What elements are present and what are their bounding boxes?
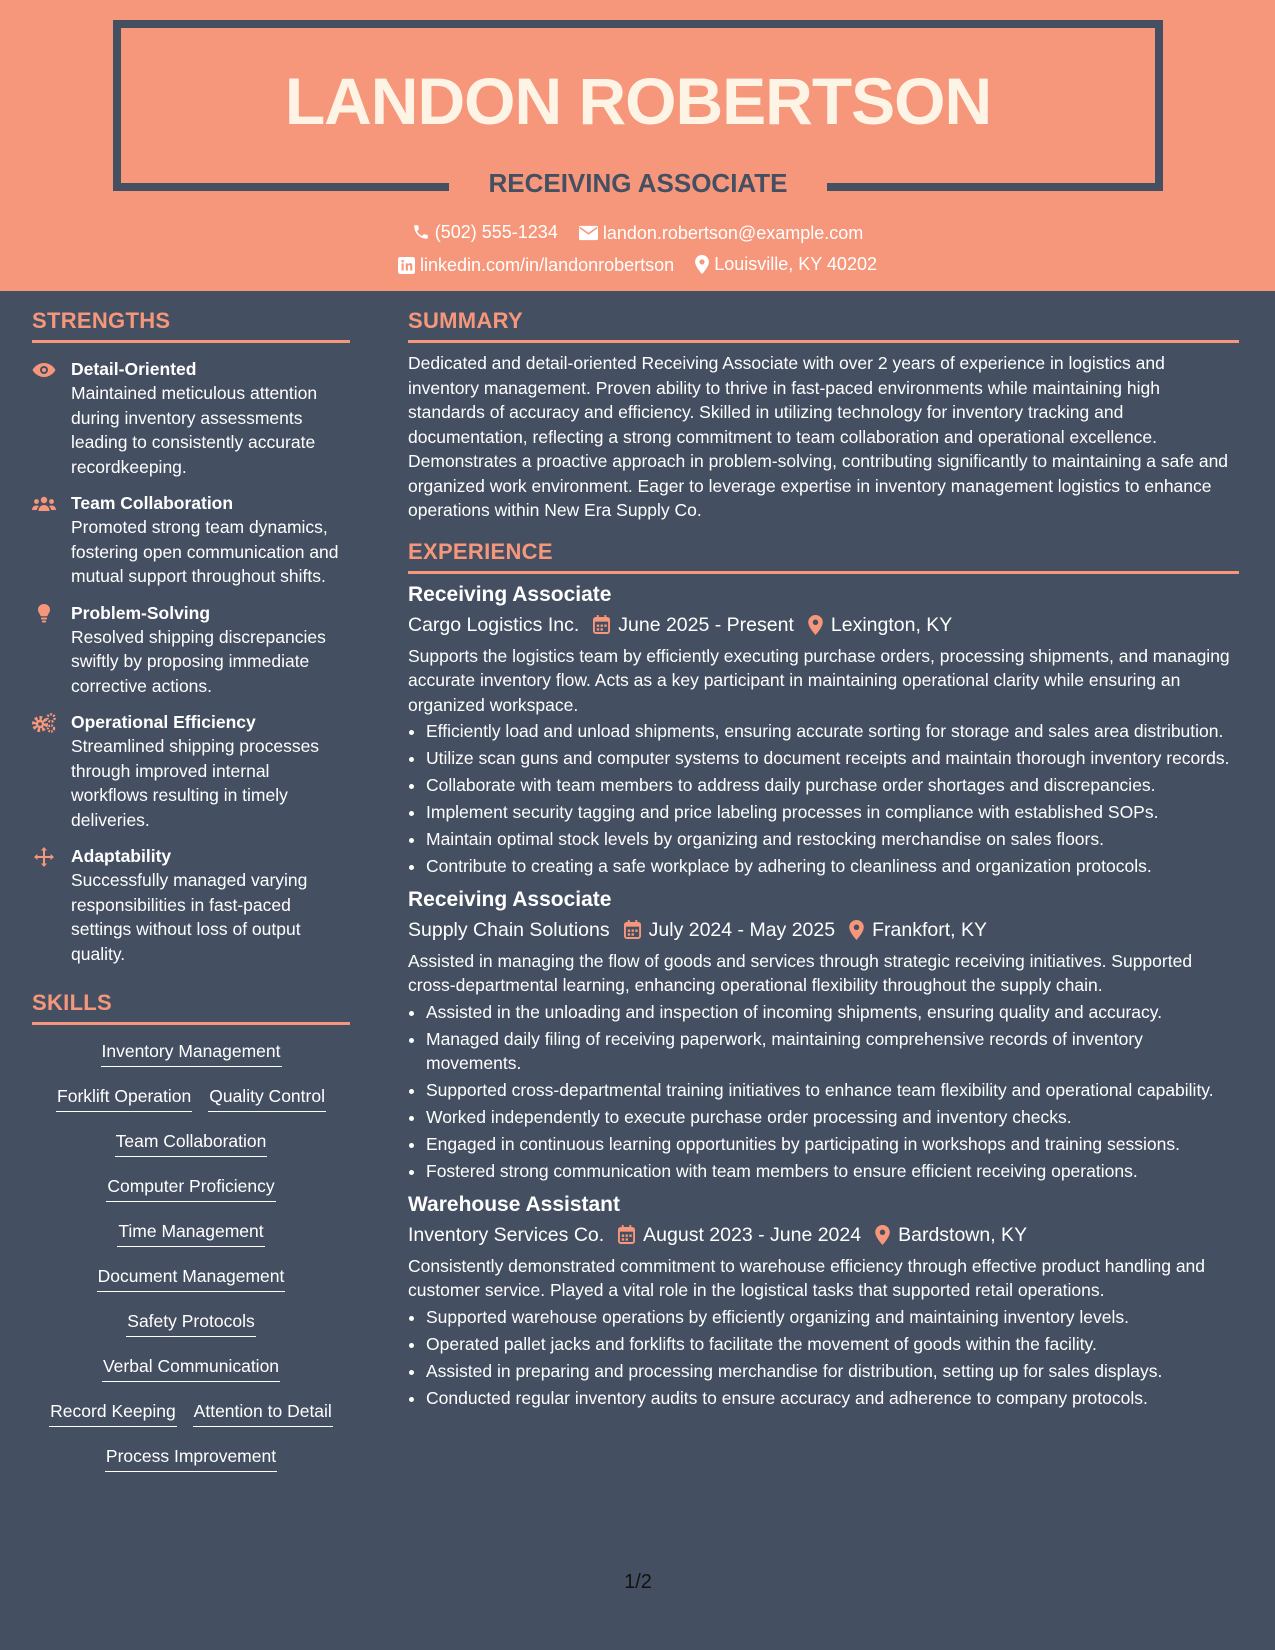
- skill-tag: Attention to Detail: [193, 1399, 333, 1427]
- lightbulb-icon: [32, 604, 56, 624]
- strength-title: Problem-Solving: [71, 602, 211, 623]
- strength-item: [32, 491, 350, 589]
- linkedin-contact[interactable]: [398, 253, 674, 277]
- job-role: Receiving Associate: [408, 887, 612, 911]
- job-bullet: • Maintain optimal stock levels by organizing and restocking merchandise on sales floors.: [426, 827, 1239, 852]
- skill-tag: Process Improvement: [105, 1444, 277, 1472]
- job-bullet: • Managed daily filing of receiving paperwork, maintaining comprehensive records of inventory movements.: [426, 1027, 1239, 1076]
- strength-title: Adaptability: [71, 846, 172, 866]
- right-column: [408, 291, 1239, 1413]
- location-contact: [695, 252, 877, 276]
- skill-tag: Computer Proficiency: [106, 1174, 275, 1202]
- skill-tag: Time Management: [117, 1219, 264, 1247]
- strength-desc: Successfully managed varying responsibilities in fast-paced settings without loss of output quality.: [71, 870, 308, 964]
- skill-tag: Document Management: [97, 1264, 286, 1292]
- strength-desc: Maintained meticulous attention during inventory assessments leading to consistently accurate recordkeeping.: [71, 383, 318, 477]
- job-bullet: • Assisted in the unloading and inspection of incoming shipments, ensuring quality and accuracy.: [426, 1000, 1239, 1025]
- map-pin-icon: [849, 920, 864, 940]
- experience-heading: EXPERIENCE: [408, 539, 1239, 574]
- job-entry: [408, 885, 1239, 1184]
- job-title: RECEIVING ASSOCIATE: [488, 168, 788, 198]
- strength-desc: Streamlined shipping processes through improved internal workflows resulting in timely deliveries.: [71, 736, 320, 830]
- skill-tag: Forklift Operation: [56, 1084, 192, 1112]
- map-pin-icon: [695, 255, 709, 274]
- strength-desc: Promoted strong team dynamics, fostering open communication and mutual support throughout shifts.: [71, 517, 339, 586]
- skill-tag: Safety Protocols: [126, 1309, 255, 1337]
- header: [0, 0, 1275, 291]
- strength-item: [32, 710, 350, 832]
- location-text: Louisville, KY 40202: [714, 254, 877, 274]
- summary-text: Dedicated and detail-oriented Receiving Associate with over 2 years of experience in logistics and inventory management. Proven ability to thrive in fast-paced environments while maintaining high standards of accuracy and efficiency. Skilled in utilizing technology for inventory tracking and documentation, reflecting a strong commitment to team collaboration and operational excellence. Demonstrates a proactive approach in problem-solving, contributing significantly to maintaining a safe and organized work environment. Eager to leverage expertise in inventory management logistics to enhance operations within New Era Supply Co.: [408, 353, 1229, 520]
- job-role: Warehouse Assistant: [408, 1192, 620, 1216]
- job-bullet: • Supported cross-departmental training initiatives to enhance team flexibility and operational capability.: [426, 1078, 1239, 1103]
- contact-row-1: [0, 220, 1275, 247]
- calendar-icon: [618, 1225, 635, 1244]
- job-role: Receiving Associate: [408, 582, 612, 606]
- job-bullet: • Utilize scan guns and computer systems to document receipts and maintain thorough inventory records.: [426, 746, 1239, 771]
- summary-heading: SUMMARY: [408, 308, 1239, 343]
- strength-title: Operational Efficiency: [71, 712, 256, 732]
- job-meta: [408, 1220, 1239, 1250]
- linkedin-text[interactable]: linkedin.com/in/landonrobertson: [420, 255, 675, 275]
- company-name: Inventory Services Co.: [408, 1223, 605, 1246]
- company-name: Cargo Logistics Inc.: [408, 613, 580, 636]
- job-meta: [408, 610, 1239, 640]
- job-bullet: • Collaborate with team members to address daily purchase order shortages and discrepancies.: [426, 773, 1239, 798]
- linkedin-icon: [398, 257, 415, 274]
- strength-title: Detail-Oriented: [71, 359, 197, 379]
- strength-item: [32, 357, 350, 479]
- envelope-icon: [579, 225, 598, 241]
- strengths-heading: STRENGTHS: [32, 308, 350, 343]
- phone-text: (502) 555-1234: [434, 222, 558, 242]
- job-bullets: [408, 1305, 1239, 1411]
- strength-desc: Resolved shipping discrepancies swiftly by proposing immediate corrective actions.: [71, 626, 326, 696]
- map-pin-icon: [875, 1225, 890, 1245]
- email-text[interactable]: landon.robertson@example.com: [602, 223, 864, 243]
- users-icon: [32, 494, 56, 514]
- map-pin-icon: [808, 615, 823, 635]
- job-bullet: • Contribute to creating a safe workplace by adhering to cleanliness and organization protocols.: [426, 854, 1239, 879]
- job-bullets: [408, 1000, 1239, 1184]
- skill-tag: Inventory Management: [101, 1039, 282, 1067]
- calendar-icon: [624, 920, 641, 939]
- job-bullet: • Efficiently load and unload shipments, ensuring accurate sorting for storage and sales area distribution.: [426, 719, 1239, 744]
- skills-list: [32, 1039, 350, 1489]
- job-bullet: • Implement security tagging and price labeling processes in compliance with established SOPs.: [426, 800, 1239, 825]
- strength-item: [32, 844, 350, 966]
- job-bullet: • Worked independently to execute purchase order processing and inventory checks.: [426, 1105, 1239, 1130]
- skill-tag: Verbal Communication: [102, 1354, 280, 1382]
- job-bullet: • Supported warehouse operations by efficiently organizing and maintaining inventory levels.: [426, 1305, 1239, 1330]
- job-location: Frankfort, KY: [872, 918, 987, 941]
- job-dates: August 2023 - June 2024: [643, 1223, 862, 1246]
- job-bullet: • Operated pallet jacks and forklifts to facilitate the movement of goods within the facility.: [426, 1332, 1239, 1357]
- eye-icon: [32, 360, 56, 380]
- gears-icon: [32, 713, 56, 733]
- job-description: Supports the logistics team by efficiently executing purchase orders, processing shipments, and managing accurate inventory flow. Acts as a key participant in maintaining operational clarity while ensuring an organized workspace.: [408, 645, 1230, 715]
- job-dates: July 2024 - May 2025: [648, 918, 836, 941]
- strength-item: [32, 601, 350, 699]
- skill-tag: Team Collaboration: [115, 1129, 268, 1157]
- job-bullet: • Engaged in continuous learning opportunities by participating in workshops and training sessions.: [426, 1132, 1239, 1157]
- company-name: Supply Chain Solutions: [408, 918, 610, 941]
- job-location: Lexington, KY: [830, 613, 953, 636]
- skill-tag: Record Keeping: [49, 1399, 177, 1427]
- job-bullet: • Assisted in preparing and processing merchandise for distribution, setting up for sales displays.: [426, 1359, 1239, 1384]
- job-bullets: [408, 719, 1239, 879]
- job-bullet: • Fostered strong communication with team members to ensure efficient receiving operations.: [426, 1159, 1239, 1184]
- job-entry: [408, 1190, 1239, 1411]
- phone-contact: [412, 220, 558, 244]
- job-meta: [408, 915, 1239, 945]
- skills-heading: SKILLS: [32, 990, 350, 1025]
- skill-tag: Quality Control: [208, 1084, 326, 1112]
- left-column: [32, 291, 350, 1489]
- job-description: Assisted in managing the flow of goods and services through strategic receiving initiatives. Supported cross-departmental learning, enhancing operational flexibility throughout the supply chain.: [408, 950, 1193, 995]
- job-bullet: • Conducted regular inventory audits to ensure accuracy and adherence to company protocols.: [426, 1386, 1239, 1411]
- calendar-icon: [593, 615, 610, 634]
- email-contact[interactable]: [579, 221, 863, 245]
- job-dates: June 2025 - Present: [618, 613, 794, 636]
- contact-row-2: [0, 252, 1275, 280]
- job-description: Consistently demonstrated commitment to warehouse efficiency through effective product handling and customer service. Played a vital role in the logistical tasks that supported retail operations.: [408, 1255, 1206, 1300]
- job-location: Bardstown, KY: [898, 1223, 1028, 1246]
- phone-icon: [412, 223, 430, 241]
- strength-title: Team Collaboration: [71, 493, 234, 513]
- page-number: 1/2: [624, 1571, 652, 1593]
- move-arrows-icon: [32, 847, 56, 867]
- job-entry: [408, 580, 1239, 879]
- candidate-name: LANDON ROBERTSON: [284, 64, 992, 138]
